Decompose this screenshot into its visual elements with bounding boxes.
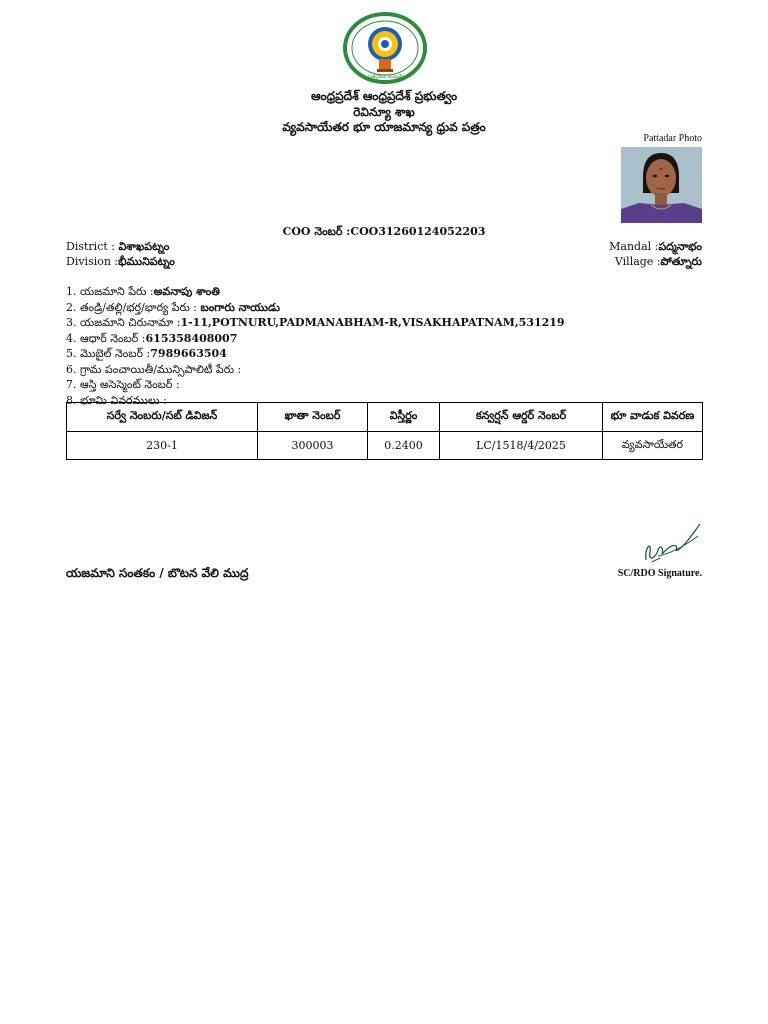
col-khata-number: ఖాతా నెంబర్ <box>258 403 368 432</box>
division-value: భీమునిపట్నం <box>118 255 175 268</box>
detail-label: 8. భూమి వివరములు : <box>66 393 167 407</box>
header-line-1: ఆంధ్రప్రదేశ్ ఆంధ్రప్రదేశ్ ప్రభుత్వం <box>310 89 458 103</box>
detail-label: 4. ఆధార్ నెంబర్ : <box>66 331 146 345</box>
detail-panchayat <box>66 362 565 378</box>
detail-label: 2. తండ్రి/తల్లి/భర్త/భార్య పేరు : <box>66 300 197 314</box>
header-line-2: రెవిన్యూ శాఖ <box>353 105 415 119</box>
district-row <box>66 240 169 256</box>
pattadar-photo <box>621 147 702 223</box>
detail-label: 7. ఆస్తి అసెస్మెంట్ నెంబర్ : <box>66 378 180 391</box>
detail-value: బంగారు నాయుడు <box>200 300 280 314</box>
rdo-signature-image <box>638 518 704 568</box>
coo-number <box>0 225 768 241</box>
village-row <box>615 255 702 271</box>
owner-signature-label: యజమాని సంతకం / బొటన వేలి ముద్ర <box>66 566 249 580</box>
cell-survey-number: 230-1 <box>67 432 258 460</box>
mandal-label: Mandal : <box>609 240 659 253</box>
detail-owner-name <box>66 284 565 300</box>
coo-label: COO నెంబర్ : <box>282 225 351 238</box>
detail-label: 1. యజమాని పేరు : <box>66 285 154 298</box>
col-extent: విస్తీర్ణం <box>368 403 440 432</box>
village-label: Village : <box>614 255 661 268</box>
land-details-table <box>66 402 703 460</box>
table-row <box>67 432 703 460</box>
mandal-row <box>609 240 702 256</box>
ap-government-emblem <box>342 12 428 84</box>
cell-conversion-order: LC/1518/4/2025 <box>440 432 603 460</box>
detail-value: 7989663504 <box>150 347 227 360</box>
detail-mobile <box>66 346 565 362</box>
coo-value: COO31260124052203 <box>350 225 486 238</box>
village-value: పోత్నూరు <box>660 255 702 268</box>
detail-aadhaar <box>66 331 565 347</box>
emblem-motto: సత్యమేవ జయతే <box>367 74 403 80</box>
cell-land-use: వ్యవసాయేతర <box>603 432 703 460</box>
detail-label: 5. మొబైల్ నెంబర్ : <box>66 347 151 360</box>
header-line-3: వ్యవసాయేతర భూ యాజమాన్య ధ్రువ పత్రం <box>282 120 486 134</box>
col-conversion-order: కన్వర్షన్ ఆర్డర్ నెంబర్ <box>440 403 603 432</box>
col-survey-number: సర్వే నెంబరు/సబ్ డివిజన్ <box>67 403 258 432</box>
detail-assessment <box>66 377 565 393</box>
detail-address <box>66 315 565 331</box>
table-header-row <box>67 403 703 432</box>
mandal-value: పద్మనాభం <box>658 240 702 253</box>
cell-extent: 0.2400 <box>368 432 440 460</box>
district-label: District : <box>66 240 115 253</box>
division-label: Division : <box>66 255 119 268</box>
detail-relative-name <box>66 300 565 316</box>
detail-label: 6. గ్రామ పంచాయితీ/మున్సిపాలిటీ పేరు : <box>66 362 242 376</box>
rdo-signature-label: SC/RDO Signature. <box>617 568 702 579</box>
owner-details <box>66 284 565 408</box>
division-row <box>66 255 175 271</box>
detail-value: అవనాపు శాంతి <box>153 285 220 298</box>
cell-khata-number: 300003 <box>258 432 368 460</box>
district-value: విశాఖపట్నం <box>118 240 170 253</box>
col-land-use: భూ వాడుక వివరణ <box>603 403 703 432</box>
photo-label: Pattadar Photo <box>643 133 702 144</box>
detail-value: 1-11,POTNURU,PADMANABHAM-R,VISAKHAPATNAM,531219 <box>180 316 565 329</box>
detail-label: 3. యజమాని చిరునామా : <box>66 316 181 329</box>
detail-value: 615358408007 <box>145 331 238 345</box>
